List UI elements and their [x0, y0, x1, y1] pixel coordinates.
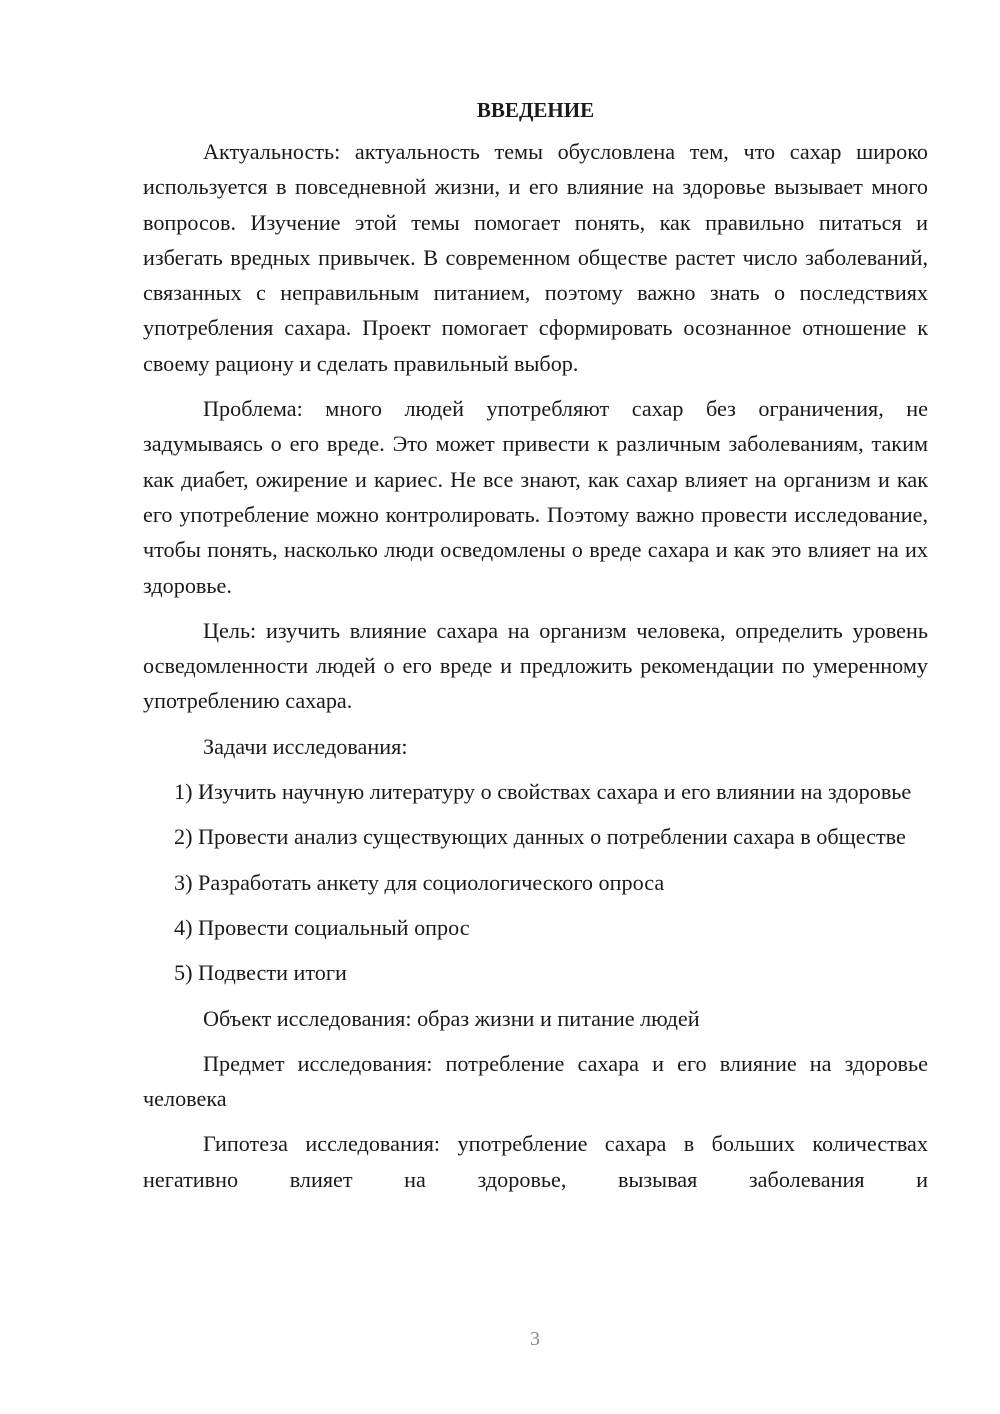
- goal-paragraph: Цель: изучить влияние сахара на организм человека, определить уровень осведомленности людей о его вреде и предложить рекомендации по умеренному употреблению сахара.: [143, 617, 928, 714]
- section-title: ВВЕДЕНИЕ: [476, 98, 595, 122]
- tasks-heading: Задачи исследования:: [203, 733, 408, 759]
- page-body: [143, 92, 928, 1207]
- task-item: 3) Разработать анкету для социологического опроса: [174, 869, 665, 895]
- problem-paragraph: Проблема: много людей употребляют сахар без ограничения, не задумываясь о его вреде. Это может привести к различным заболеваниям, таким как диабет, ожирение и кариес. Не все знают, как сахар влияет на организм и как его употребление можно контролировать. Поэтому важно провести исследование, чтобы понять, насколько люди осведомлены о вреде сахара и как это влияет на их здоровье.: [143, 396, 928, 598]
- page-number: 3: [530, 1328, 540, 1350]
- task-item: 1) Изучить научную литературу о свойствах сахара и его влиянии на здоровье: [174, 779, 912, 805]
- task-item: 2) Провести анализ существующих данных о потреблении сахара в обществе: [174, 824, 906, 850]
- hypothesis-paragraph: Гипотеза исследования: употребление сахара в больших количествах негативно влияет на здоровье, вызывая заболевания и: [143, 1131, 928, 1192]
- task-item: 5) Подвести итоги: [174, 960, 347, 986]
- object-paragraph: Объект исследования: образ жизни и питание людей: [203, 1005, 700, 1031]
- relevance-paragraph: Актуальность: актуальность темы обусловлена тем, что сахар широко используется в повседневной жизни, и его влияние на здоровье вызывает много вопросов. Изучение этой темы помогает понять, как правильно питаться и избегать вредных привычек. В современном обществе растет число заболеваний, связанных с неправильным питанием, поэтому важно знать о последствиях употребления сахара. Проект помогает сформировать осознанное отношение к своему рациону и сделать правильный выбор.: [143, 139, 928, 376]
- subject-paragraph: Предмет исследования: потребление сахара и его влияние на здоровье человека: [143, 1050, 928, 1112]
- task-item: 4) Провести социальный опрос: [174, 914, 470, 940]
